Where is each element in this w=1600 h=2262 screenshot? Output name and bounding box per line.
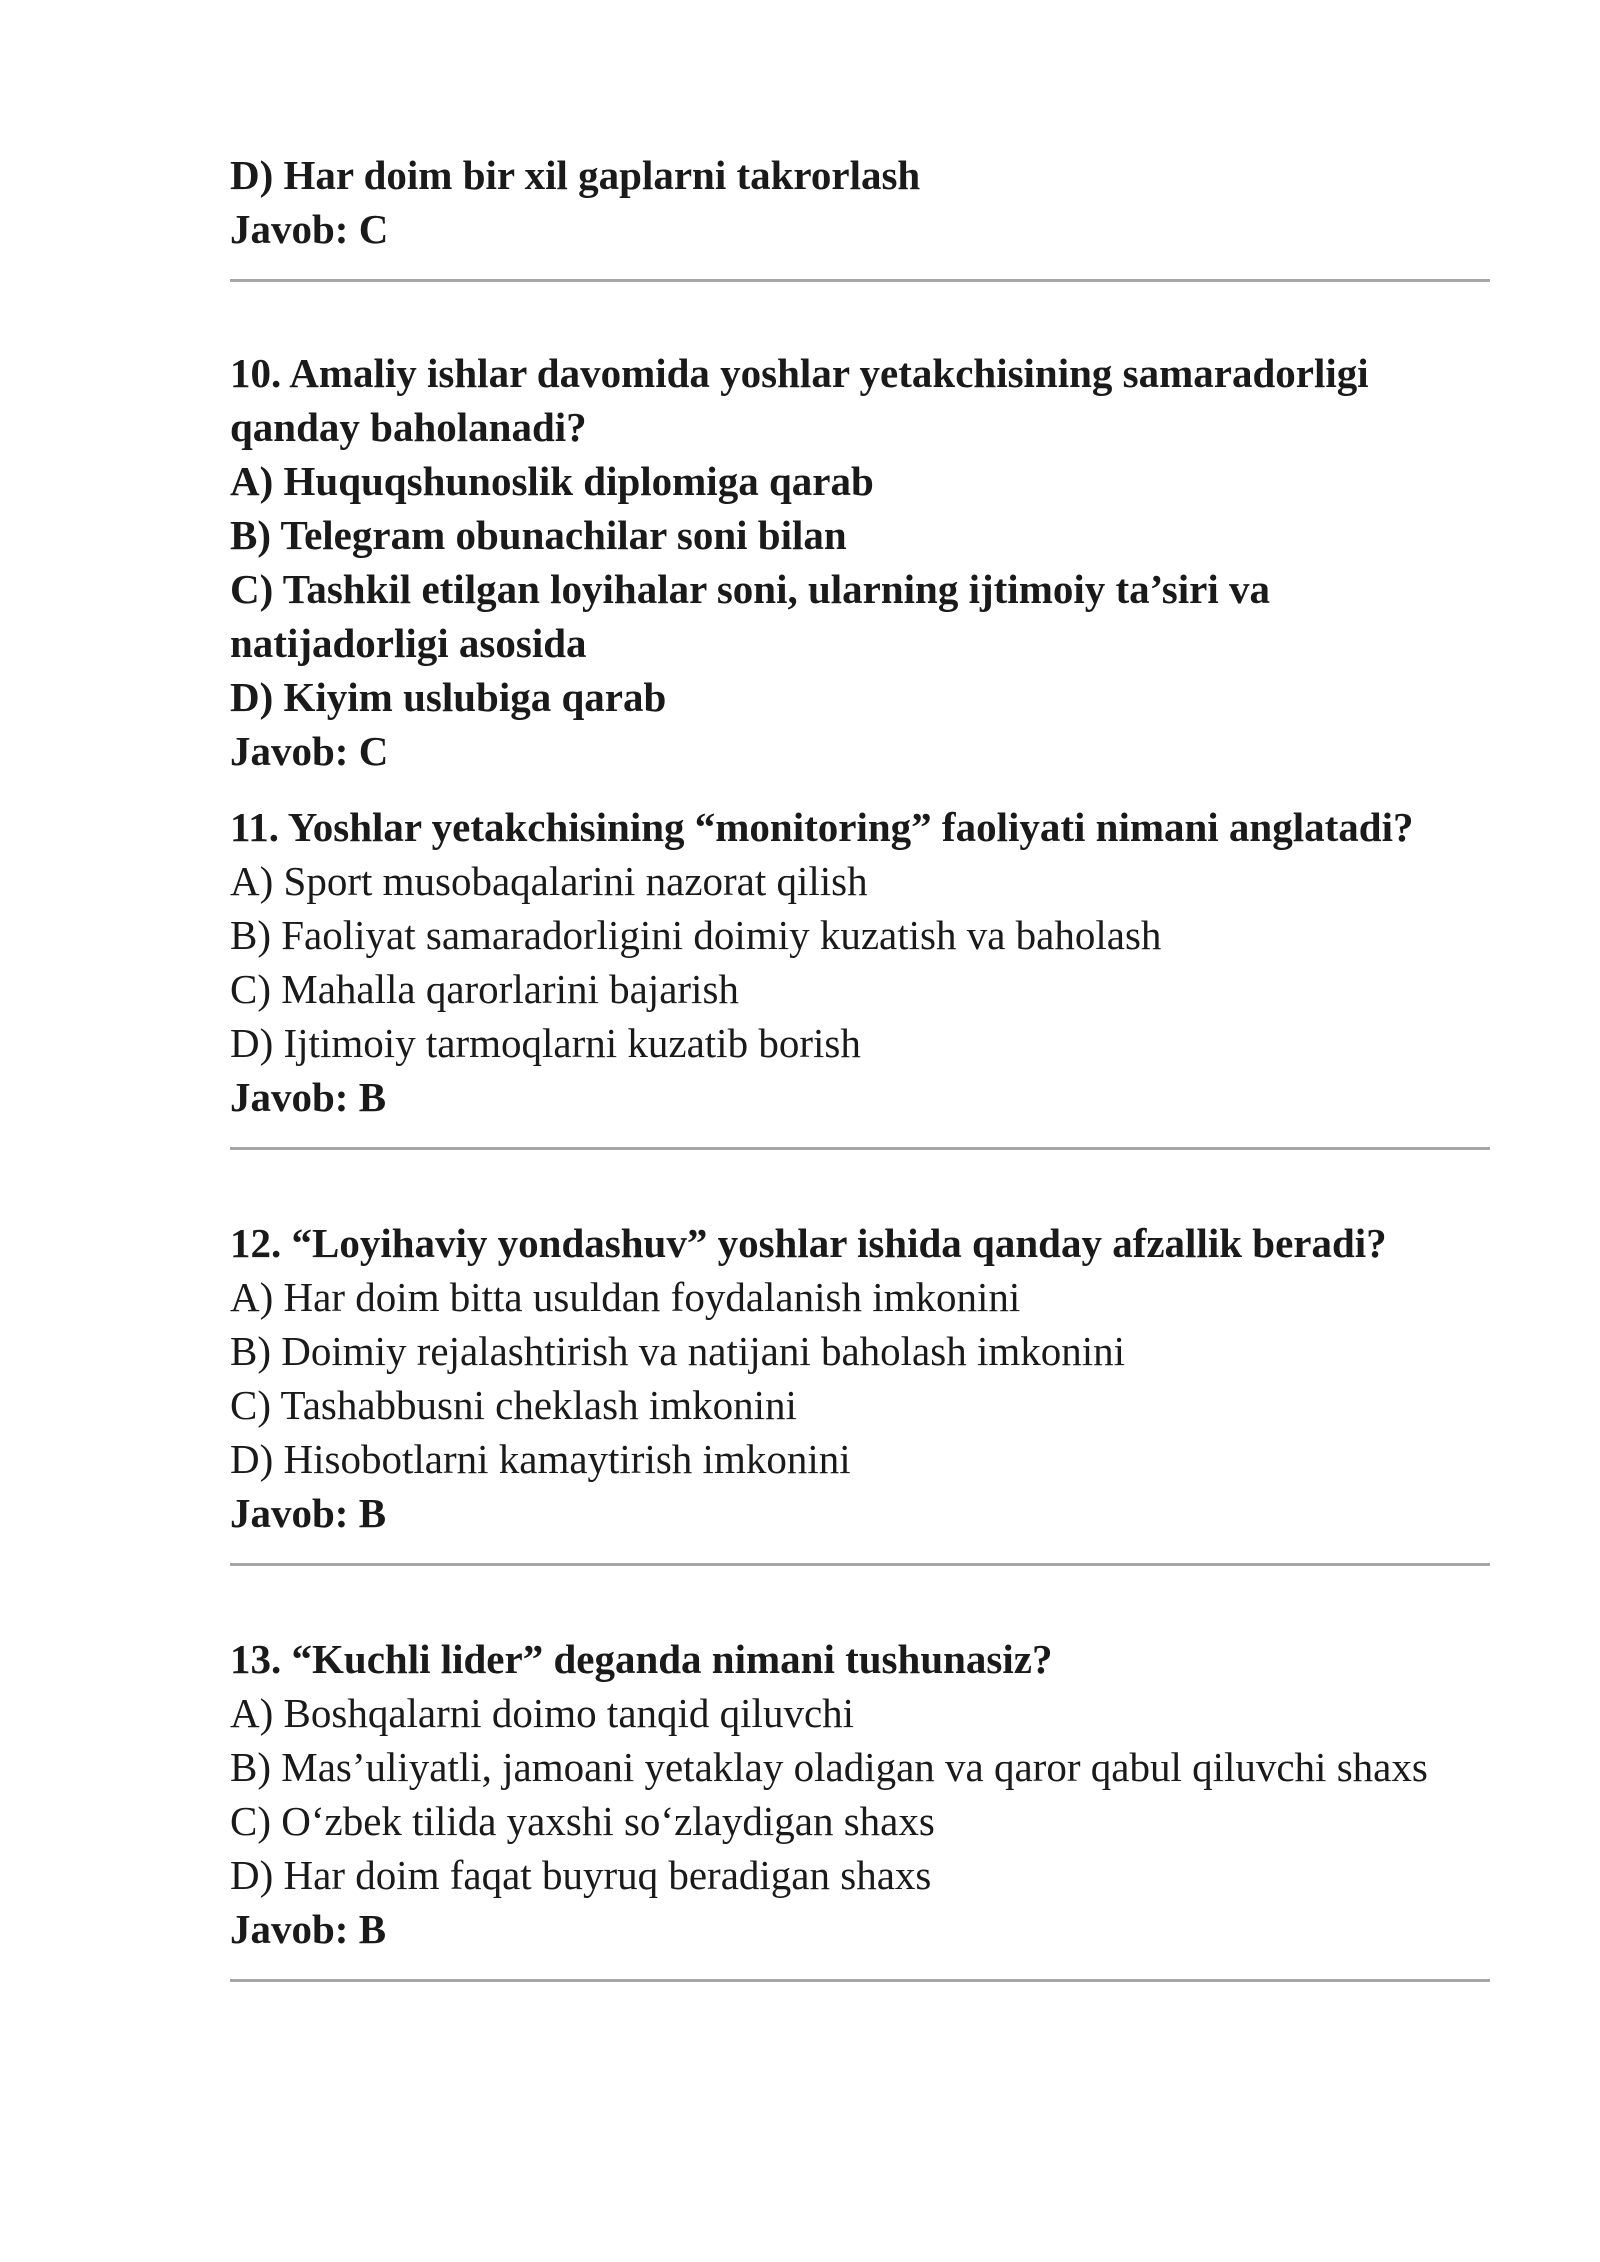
question-10-option-c-line-2: natijadorligi asosida xyxy=(230,620,587,666)
question-13-option-b: B) Mas’uliyatli, jamoani yetaklay oladigan va qaror qabul qiluvchi shaxs xyxy=(230,1744,1428,1790)
divider xyxy=(230,1563,1490,1566)
question-10-option-d: D) Kiyim uslubiga qarab xyxy=(230,674,667,720)
question-10-option-b: B) Telegram obunachilar soni bilan xyxy=(230,512,847,558)
question-13-option-a: A) Boshqalarni doimo tanqid qiluvchi xyxy=(230,1690,855,1736)
question-12-option-a: A) Har doim bitta usuldan foydalanish imkonini xyxy=(230,1274,1021,1320)
question-11-option-b: B) Faoliyat samaradorligini doimiy kuzatish va baholash xyxy=(230,912,1162,958)
question-13 xyxy=(230,1632,1490,1956)
question-10-option-a: A) Huquqshunoslik diplomiga qarab xyxy=(230,458,874,504)
question-10-title-line-2: qanday baholanadi? xyxy=(230,404,587,450)
question-11-option-d: D) Ijtimoiy tarmoqlarni kuzatib borish xyxy=(230,1020,861,1066)
question-10-option-c-line-1: C) Tashkil etilgan loyihalar soni, ularning ijtimoiy ta’siri va xyxy=(230,566,1270,612)
question-11-answer: Javob: B xyxy=(230,1074,387,1120)
question-11-option-a: A) Sport musobaqalarini nazorat qilish xyxy=(230,858,868,904)
question-10 xyxy=(230,346,1490,778)
question-13-answer: Javob: B xyxy=(230,1906,387,1952)
divider xyxy=(230,1979,1490,1982)
question-12-answer: Javob: B xyxy=(230,1490,387,1536)
question-13-option-c: C) O‘zbek tilida yaxshi so‘zlaydigan shaxs xyxy=(230,1798,935,1844)
question-9-option-d: D) Har doim bir xil gaplarni takrorlash xyxy=(230,152,921,198)
divider xyxy=(230,1147,1490,1150)
question-11-title: 11. Yoshlar yetakchisining “monitoring” faoliyati nimani anglatadi? xyxy=(230,804,1414,850)
question-12-option-b: B) Doimiy rejalashtirish va natijani baholash imkonini xyxy=(230,1328,1126,1374)
question-13-option-d: D) Har doim faqat buyruq beradigan shaxs xyxy=(230,1852,932,1898)
question-13-title: 13. “Kuchli lider” deganda nimani tushunasiz? xyxy=(230,1636,1053,1682)
question-12-option-d: D) Hisobotlarni kamaytirish imkonini xyxy=(230,1436,851,1482)
question-12-title: 12. “Loyihaviy yondashuv” yoshlar ishida qanday afzallik beradi? xyxy=(230,1220,1387,1266)
question-11 xyxy=(230,800,1490,1124)
document-page xyxy=(230,148,1490,1982)
question-10-answer: Javob: C xyxy=(230,728,389,774)
question-10-title-line-1: 10. Amaliy ishlar davomida yoshlar yetakchisining samaradorligi xyxy=(230,350,1369,396)
divider xyxy=(230,279,1490,282)
question-9-answer: Javob: C xyxy=(230,206,389,252)
question-12 xyxy=(230,1216,1490,1540)
question-11-option-c: C) Mahalla qarorlarini bajarish xyxy=(230,966,739,1012)
question-12-option-c: C) Tashabbusni cheklash imkonini xyxy=(230,1382,797,1428)
question-9-tail xyxy=(230,148,1490,256)
